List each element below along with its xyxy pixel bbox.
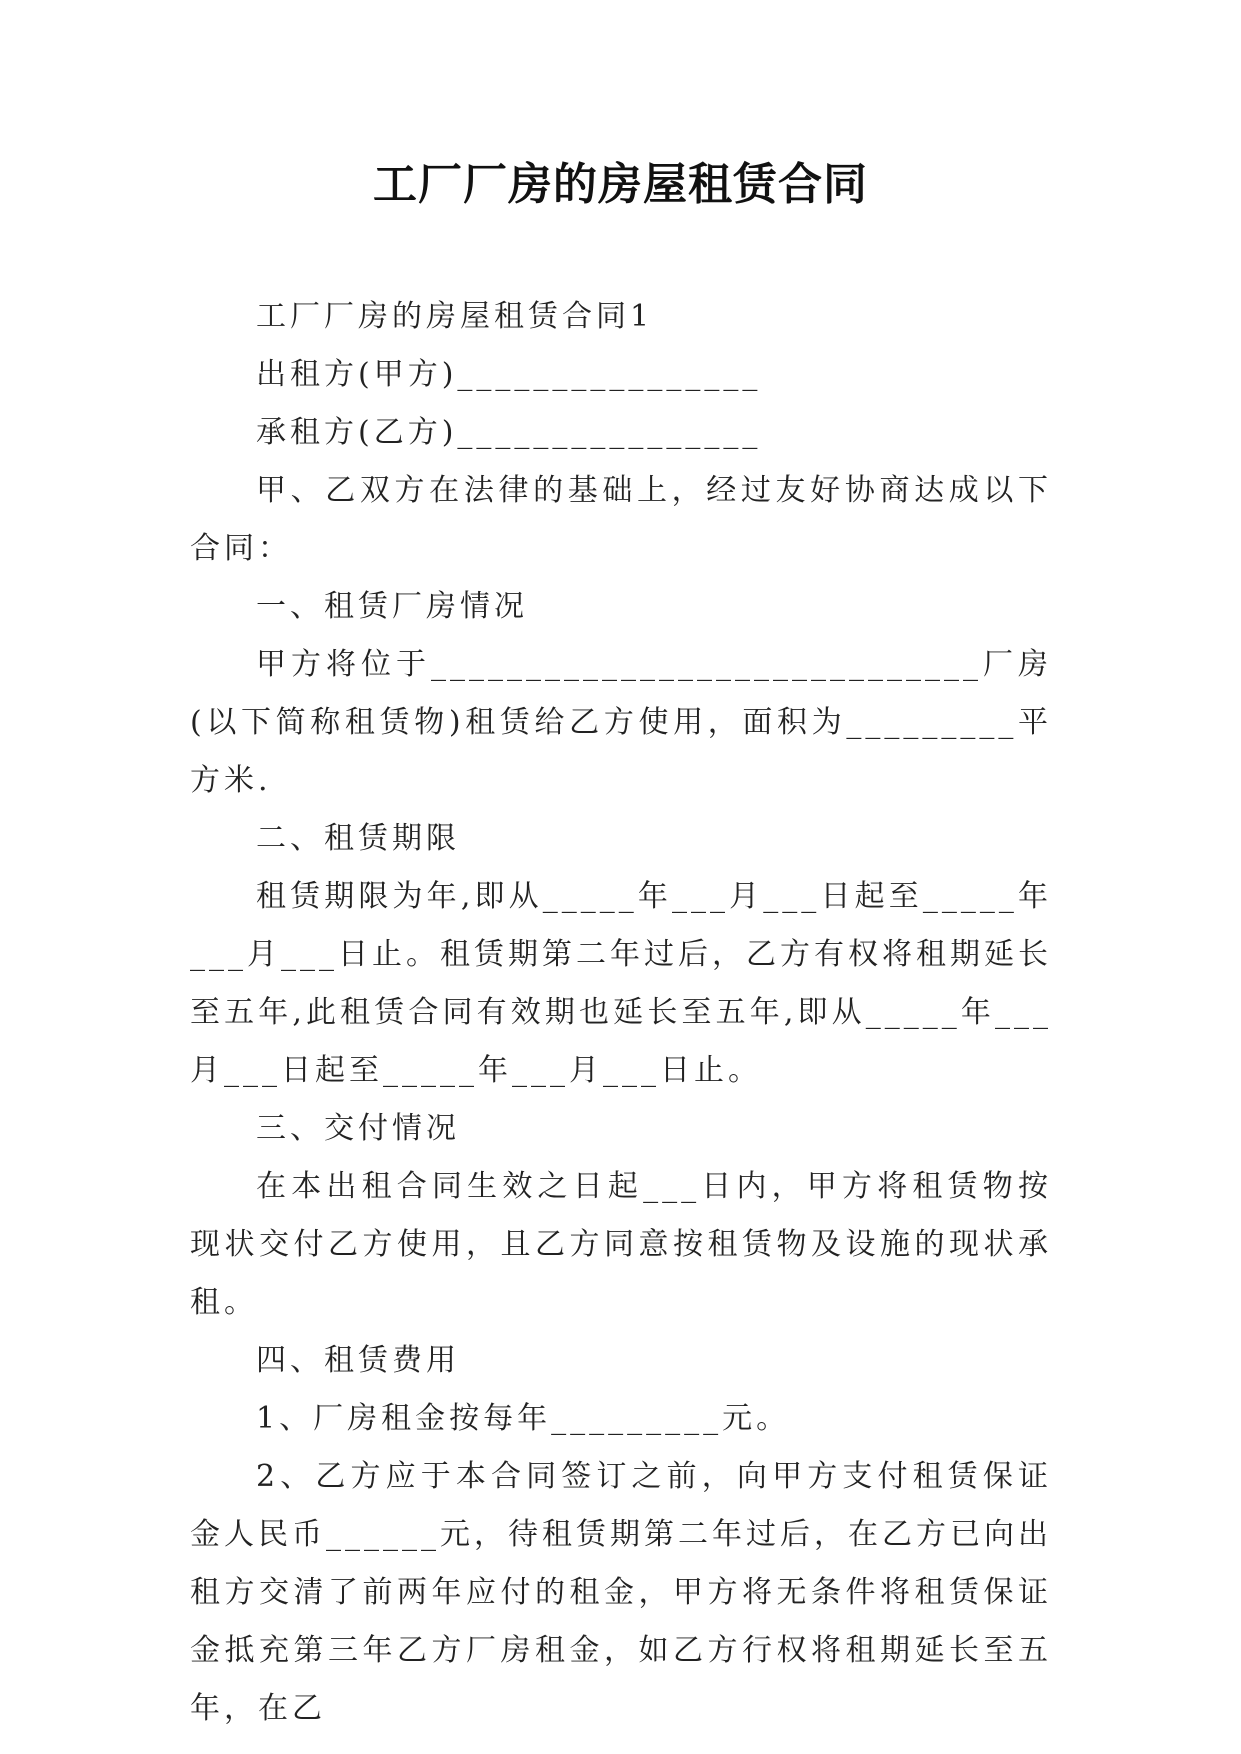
section-4-item-2: 2、乙方应于本合同签订之前，向甲方支付租赁保证金人民币______元，待租赁期第二年过后，在乙方已向出租方交清了前两年应付的租金，甲方将无条件将租赁保证金抵充第三年乙方厂房租金，如乙方行权将租期延长至五年，在乙: [190, 1459, 1052, 1726]
section-heading-4: 四、租赁费用: [256, 1343, 460, 1378]
section-heading-1: 一、租赁厂房情况: [256, 589, 528, 624]
contract-subtitle: 工厂厂房的房屋租赁合同1: [256, 299, 654, 334]
lessor-line: 出租方(甲方)________________: [256, 357, 762, 392]
document-body: [190, 288, 1052, 1738]
section-2-paragraph: 租赁期限为年,即从_____年___月___日起至_____年___月___日止。租赁期第二年过后，乙方有权将租期延长至五年,此租赁合同有效期也延长至五年,即从_____年___月___日起至_____年___月___日止。: [190, 879, 1052, 1088]
section-4-item-1: 1、厂房租金按每年_________元。: [256, 1401, 791, 1436]
section-1-paragraph: 甲方将位于_____________________________厂房(以下简称租赁物)租赁给乙方使用，面积为_________平方米.: [190, 647, 1052, 798]
section-heading-2: 二、租赁期限: [256, 821, 460, 856]
section-heading-3: 三、交付情况: [256, 1111, 460, 1146]
preamble-paragraph: 甲、乙双方在法律的基础上，经过友好协商达成以下合同：: [190, 473, 1052, 566]
section-3-paragraph: 在本出租合同生效之日起___日内，甲方将租赁物按现状交付乙方使用，且乙方同意按租赁物及设施的现状承租。: [190, 1169, 1052, 1320]
document-title: 工厂厂房的房屋租赁合同: [373, 159, 868, 210]
lessee-line: 承租方(乙方)________________: [256, 415, 762, 450]
